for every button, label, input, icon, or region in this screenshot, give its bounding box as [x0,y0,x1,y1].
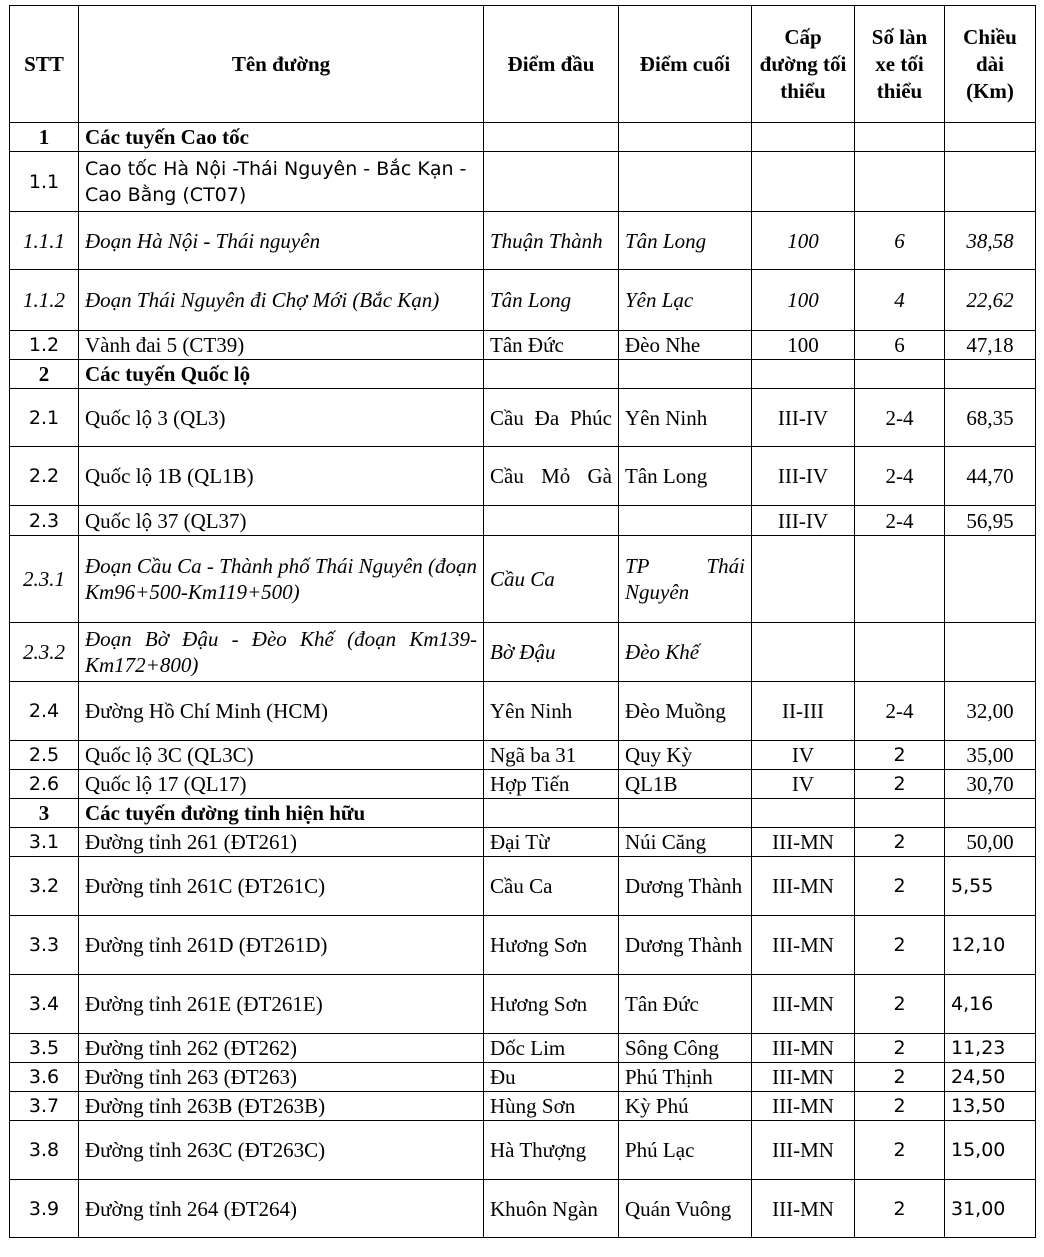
cell-length: 5,55 [945,857,1036,916]
cell-end: Dương Thành [619,916,752,975]
cell-lanes: 2 [855,857,945,916]
cell-end [619,506,752,536]
cell-end: Tân Long [619,447,752,506]
cell-start [484,360,619,389]
cell-end: QL1B [619,770,752,799]
cell-start: Tân Long [484,270,619,331]
cell-start: Đại Từ [484,828,619,857]
cell-lanes: 6 [855,212,945,270]
cell-lanes [855,360,945,389]
cell-end [619,123,752,152]
cell-grade: IV [752,770,855,799]
cell-end: Đèo Muồng [619,682,752,741]
cell-name: Đường tỉnh 264 (ĐT264) [79,1180,484,1238]
cell-stt: 3.8 [10,1121,79,1180]
cell-length [945,623,1036,682]
header-start: Điểm đầu [484,6,619,123]
cell-end: Đèo Khế [619,623,752,682]
cell-end: Quy Kỳ [619,741,752,770]
cell-stt: 1 [10,123,79,152]
cell-grade: III-IV [752,447,855,506]
table-row [10,331,1036,360]
cell-grade: III-MN [752,1092,855,1121]
cell-start: Hương Sơn [484,975,619,1034]
cell-name: Cao tốc Hà Nội -Thái Nguyên - Bắc Kạn - Cao Bằng (CT07) [79,152,484,212]
cell-stt: 1.1.2 [10,270,79,331]
cell-end: Đèo Nhe [619,331,752,360]
cell-length: 32,00 [945,682,1036,741]
cell-length: 4,16 [945,975,1036,1034]
cell-end: TP Thái Nguyên [619,536,752,623]
cell-stt: 3.6 [10,1063,79,1092]
cell-name: Quốc lộ 37 (QL37) [79,506,484,536]
cell-stt: 1.1.1 [10,212,79,270]
cell-grade: III-MN [752,1121,855,1180]
cell-grade: 100 [752,212,855,270]
cell-length: 38,58 [945,212,1036,270]
cell-stt: 1.2 [10,331,79,360]
cell-grade [752,152,855,212]
cell-end: Yên Lạc [619,270,752,331]
cell-end: Tân Đức [619,975,752,1034]
cell-stt: 3 [10,799,79,828]
cell-start: Cầu Ca [484,857,619,916]
cell-stt: 3.4 [10,975,79,1034]
cell-start [484,152,619,212]
cell-lanes: 2 [855,1092,945,1121]
header-grade: Cấp đường tối thiểu [752,6,855,123]
cell-length: 13,50 [945,1092,1036,1121]
table-row [10,1092,1036,1121]
cell-grade [752,123,855,152]
cell-end: Yên Ninh [619,389,752,447]
cell-lanes: 2 [855,828,945,857]
cell-name: Đường tỉnh 261C (ĐT261C) [79,857,484,916]
cell-end: Quán Vuông [619,1180,752,1238]
cell-start: Yên Ninh [484,682,619,741]
table-row [10,360,1036,389]
cell-lanes: 2 [855,770,945,799]
cell-length: 44,70 [945,447,1036,506]
cell-lanes: 2-4 [855,389,945,447]
table-row [10,212,1036,270]
cell-lanes: 2-4 [855,447,945,506]
cell-start: Bờ Đậu [484,623,619,682]
cell-start: Cầu Mỏ Gà [484,447,619,506]
cell-stt: 2.3 [10,506,79,536]
cell-end: Sông Công [619,1034,752,1063]
cell-start: Dốc Lim [484,1034,619,1063]
cell-name: Đường tỉnh 263C (ĐT263C) [79,1121,484,1180]
cell-end: Núi Căng [619,828,752,857]
cell-stt: 2.4 [10,682,79,741]
table-row [10,536,1036,623]
cell-start: Hùng Sơn [484,1092,619,1121]
cell-grade: 100 [752,270,855,331]
cell-lanes: 2-4 [855,506,945,536]
cell-stt: 2.3.1 [10,536,79,623]
table-row [10,152,1036,212]
cell-length: 22,62 [945,270,1036,331]
road-table [9,5,1036,1238]
cell-name: Đường tỉnh 261E (ĐT261E) [79,975,484,1034]
cell-length [945,123,1036,152]
cell-stt: 2.6 [10,770,79,799]
cell-stt: 2 [10,360,79,389]
cell-lanes: 2 [855,1121,945,1180]
cell-grade [752,623,855,682]
cell-stt: 2.1 [10,389,79,447]
cell-length: 68,35 [945,389,1036,447]
table-row [10,623,1036,682]
cell-grade: III-MN [752,857,855,916]
cell-end: Phú Lạc [619,1121,752,1180]
cell-name: Đường tỉnh 261D (ĐT261D) [79,916,484,975]
cell-start: Hương Sơn [484,916,619,975]
cell-lanes: 2-4 [855,682,945,741]
table-row [10,1180,1036,1238]
cell-name: Quốc lộ 1B (QL1B) [79,447,484,506]
cell-start [484,506,619,536]
cell-stt: 2.2 [10,447,79,506]
cell-grade: III-IV [752,506,855,536]
cell-lanes: 6 [855,331,945,360]
cell-length: 24,50 [945,1063,1036,1092]
cell-lanes [855,152,945,212]
cell-grade: III-MN [752,916,855,975]
cell-start: Cầu Ca [484,536,619,623]
cell-start [484,123,619,152]
cell-grade [752,536,855,623]
table-row [10,916,1036,975]
cell-lanes: 2 [855,1180,945,1238]
cell-grade: III-MN [752,1063,855,1092]
cell-lanes [855,623,945,682]
cell-stt: 3.7 [10,1092,79,1121]
cell-name: Đường tỉnh 261 (ĐT261) [79,828,484,857]
cell-grade: III-MN [752,975,855,1034]
table-row [10,770,1036,799]
cell-end: Dương Thành [619,857,752,916]
header-lanes: Số làn xe tối thiểu [855,6,945,123]
cell-stt: 2.3.2 [10,623,79,682]
table-row [10,799,1036,828]
cell-length: 50,00 [945,828,1036,857]
header-end: Điểm cuối [619,6,752,123]
table-row [10,270,1036,331]
table-row [10,123,1036,152]
cell-length: 31,00 [945,1180,1036,1238]
cell-stt: 1.1 [10,152,79,212]
header-stt: STT [10,6,79,123]
cell-lanes [855,123,945,152]
cell-start [484,799,619,828]
table-row [10,1063,1036,1092]
cell-length: 56,95 [945,506,1036,536]
table-row [10,682,1036,741]
table-row [10,1034,1036,1063]
cell-end: Kỳ Phú [619,1092,752,1121]
cell-lanes: 2 [855,975,945,1034]
cell-end [619,360,752,389]
cell-end [619,799,752,828]
cell-grade: III-MN [752,828,855,857]
cell-length [945,536,1036,623]
cell-grade: III-MN [752,1180,855,1238]
cell-end: Phú Thịnh [619,1063,752,1092]
cell-end: Tân Long [619,212,752,270]
cell-length: 47,18 [945,331,1036,360]
cell-length: 35,00 [945,741,1036,770]
cell-name: Các tuyến Quốc lộ [79,360,484,389]
cell-stt: 2.5 [10,741,79,770]
cell-lanes [855,536,945,623]
cell-name: Đoạn Thái Nguyên đi Chợ Mới (Bắc Kạn) [79,270,484,331]
cell-grade [752,360,855,389]
cell-end [619,152,752,212]
table-row [10,1121,1036,1180]
header-length: Chiều dài (Km) [945,6,1036,123]
cell-length [945,799,1036,828]
cell-stt: 3.9 [10,1180,79,1238]
cell-name: Quốc lộ 3C (QL3C) [79,741,484,770]
cell-length: 12,10 [945,916,1036,975]
cell-stt: 3.5 [10,1034,79,1063]
cell-length [945,360,1036,389]
cell-name: Vành đai 5 (CT39) [79,331,484,360]
cell-name: Đoạn Cầu Ca - Thành phố Thái Nguyên (đoạn Km96+500-Km119+500) [79,536,484,623]
cell-name: Các tuyến Cao tốc [79,123,484,152]
cell-start: Khuôn Ngàn [484,1180,619,1238]
cell-grade: II-III [752,682,855,741]
cell-lanes [855,799,945,828]
cell-name: Quốc lộ 17 (QL17) [79,770,484,799]
cell-name: Đoạn Hà Nội - Thái nguyên [79,212,484,270]
cell-name: Đường tỉnh 263B (ĐT263B) [79,1092,484,1121]
cell-grade: IV [752,741,855,770]
cell-length: 30,70 [945,770,1036,799]
header-name: Tên đường [79,6,484,123]
cell-name: Đường tỉnh 263 (ĐT263) [79,1063,484,1092]
cell-start: Tân Đức [484,331,619,360]
cell-name: Đoạn Bờ Đậu - Đèo Khế (đoạn Km139-Km172+800) [79,623,484,682]
table-row [10,828,1036,857]
table-row [10,975,1036,1034]
header-row [10,6,1036,123]
cell-name: Đường Hồ Chí Minh (HCM) [79,682,484,741]
cell-stt: 3.1 [10,828,79,857]
cell-length: 11,23 [945,1034,1036,1063]
cell-stt: 3.2 [10,857,79,916]
table-row [10,857,1036,916]
table-row [10,741,1036,770]
cell-length [945,152,1036,212]
table-row [10,506,1036,536]
cell-grade [752,799,855,828]
cell-name: Các tuyến đường tỉnh hiện hữu [79,799,484,828]
cell-start: Hà Thượng [484,1121,619,1180]
cell-lanes: 2 [855,1034,945,1063]
cell-name: Quốc lộ 3 (QL3) [79,389,484,447]
cell-name: Đường tỉnh 262 (ĐT262) [79,1034,484,1063]
cell-lanes: 4 [855,270,945,331]
table-row [10,447,1036,506]
cell-start: Ngã ba 31 [484,741,619,770]
cell-start: Thuận Thành [484,212,619,270]
cell-start: Hợp Tiến [484,770,619,799]
cell-length: 15,00 [945,1121,1036,1180]
cell-grade: III-MN [752,1034,855,1063]
cell-grade: III-IV [752,389,855,447]
cell-lanes: 2 [855,1063,945,1092]
cell-lanes: 2 [855,916,945,975]
cell-start: Cầu Đa Phúc [484,389,619,447]
cell-lanes: 2 [855,741,945,770]
table-row [10,389,1036,447]
cell-stt: 3.3 [10,916,79,975]
cell-grade: 100 [752,331,855,360]
cell-start: Đu [484,1063,619,1092]
